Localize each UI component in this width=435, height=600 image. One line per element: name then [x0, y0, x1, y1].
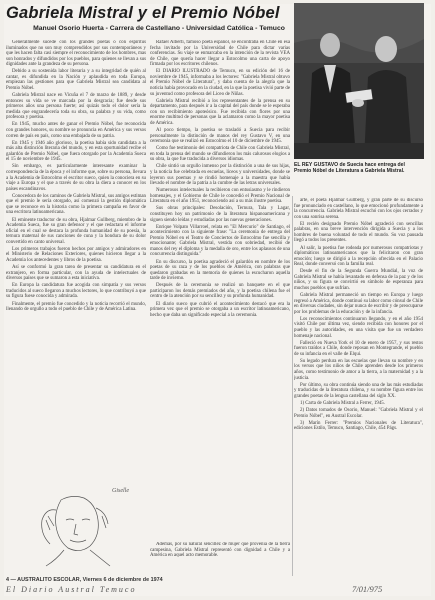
- paragraph: Sus obras principales: Desolación, Ternura, Tala y Lagar, constituyen hoy un patrimonio de la literatura hispanoamericana y siguen siendo leídas y estudiadas por las nuevas generaciones.: [150, 206, 290, 223]
- paragraph: Generalmente sucede con los grandes poetas o con espíritus iluminados que no son muy comprendidos por sus contemporáneos y que les hacen falta casi siempre el reconocimiento de los hombres, mas son honrados y difundidos por los pueblos, para quienes se llevan a sus dignidades ante la grandeza de su persona.: [6, 40, 146, 68]
- paragraph: Gabriela Mistral recibió a los representantes de la prensa en su departamento, para después ir a la capital del país donde se le esperaba con un recibimiento apoteósico. Fue recibida con flores por una enorme multitud de personas que la aclamaron como la mayor poetisa de América.: [150, 98, 290, 126]
- article-byline: Manuel Osorio Huerta - Carrera de Castellano - Universidad Católica - Temuco: [33, 25, 285, 32]
- paragraph: En 1945, mucho antes de ganar el Premio Nóbel, fue reconocida con grandes honores, su nombre se pronuncia en América y sus versos corren de país en país, como una embajada de su patria.: [6, 122, 146, 139]
- paragraph: 2) Datos tomados de Osorio, Manuel: "Gabriela Mistral y el Premio Nóbel", en Austral Escolar.: [294, 408, 423, 419]
- paragraph: El recién designado Premio Nóbel agradeció con sencillas palabras, en una breve intervención dirigida a Suecia y a los hombres de buena voluntad de todo el mundo. Su voz pausada llegó a todos los presentes.: [294, 221, 423, 244]
- column-divider: [292, 196, 293, 576]
- paragraph: Además, por su natural sencillez de mujer que provenía de la tierra campesina, Gabriela Mistral representó con dignidad a Chile y a América en aquel acto memorable.: [150, 542, 290, 559]
- paragraph: En 1945 y 1946 año glorioso, la poetisa había sido candidata a la más alta distinción literaria del mundo, y en esta oportunidad recibe el galardón de Premio Nóbel, que fuera otorgado por la Academia Sueca el 15 de noviembre de 1945.: [6, 140, 146, 163]
- paragraph: Los reconocimientos continuaron llegando, y en el año 1954 visitó Chile por última vez, siendo recibida con honores por el pueblo y las autoridades, en una visita que fue un verdadero homenaje nacional.: [294, 316, 423, 339]
- portrait-sketch: [6, 490, 146, 568]
- archive-stamp: 7/01/975: [352, 584, 383, 594]
- sketch-signature: Giselle: [112, 488, 129, 494]
- paragraph: 3) Marín Ferrer: "Premios Nacionales de Literatura", ediciones Estilo, Temuco, Santiago, Chile, 454 Págs.: [294, 420, 423, 432]
- article-column-1: [6, 40, 146, 540]
- paragraph: Chile sintió un orgullo inmenso por la distinción a una de sus hijas, y la noticia fue celebrada en escuelas, liceos y universidades, donde se leyeron sus poemas y se rindió homenaje a la maestra que había llevado el nombre de la patria a la cumbre de las letras universales.: [150, 164, 290, 187]
- paragraph: El eminente traductor de su obra, Hjalmar Gullberg, miembro de la Academia Sueca, fue su gran defensor y el que redactara el informe oficial en el cual se destaca la profunda humanidad de su poesía, la ternura maternal de sus canciones de cuna y la hondura de su dolor convertido en canto universal.: [6, 217, 146, 245]
- paragraph: Al salir, la poetisa fue rodeada por numerosos compatriotas y diplomáticos latinoamericanos que la felicitaron con gran emoción; luego se dirigió a la recepción ofrecida en el Palacio Real, donde conversó con la familia real.: [294, 245, 423, 268]
- paragraph: Conocedora de los caminos de Gabriela Mistral, sus amigos estiman que el premio le sería otorgado, así comenzó la gestión diplomática que se reconoce en la historia como la primera campaña en favor de una escritora latinoamericana.: [6, 193, 146, 216]
- paragraph: Desde el fin de la Segunda Guerra Mundial, la voz de Gabriela Mistral se había levantado en defensa de la paz y de los niños, y su figura se convirtió en símbolo de esperanza para muchos pueblos que sufrían.: [294, 269, 423, 291]
- paragraph: Rafael Alberti, famoso poeta español, se encontraba en Chile en esa fecha invitado por la Universidad de Chile para dictar varias conferencias. Su viaje se enmarcaba en la intención de la revista VEA de Chile, que quería hacer llegar a Estocolmo una carta de apoyo firmada por los escritores chilenos.: [150, 40, 290, 68]
- paragraph: Sin embargo, es particularmente interesante examinar la correspondencia de la época y el informe que, sobre su persona, llevara a la Academia de Estocolmo el escritor sueco, quien la conociera en su viaje a Europa y el que a través de su obra la diera a conocer en los países escandinavos.: [6, 164, 146, 192]
- paragraph: Debido a su sostenida labor literaria y a su integridad de quién al cantar, es difundida en la Nación y aplaudida en toda Europa, empiezan las gestiones para que Gabriela Mistral sea candidata al Premio Nóbel.: [6, 69, 146, 91]
- paragraph: Falleció en Nueva York el 10 de enero de 1957, y sus restos fueron traídos a Chile, donde reposan en Montegrande, el pueblo de su infancia en el valle de Elqui.: [294, 340, 423, 357]
- article-column-3: [294, 198, 423, 578]
- handwritten-note: El Diario Austral Temuco: [6, 585, 137, 594]
- paragraph: arte, el poeta Hjalmar Gullberg, y gran parte de su discurso fue pronunciado en castellano, lo que emocionó profundamente a la concurrencia. Gabriela Mistral escuchó con los ojos cerrados y con una sonrisa serena.: [294, 198, 423, 220]
- paragraph: El diario sueco que cubrió el acontecimiento destacó que era la primera vez que el premio se otorgaba a un escritor latinoamericano, hecho que daba un significado especial a la ceremonia.: [150, 301, 290, 318]
- photo-caption: EL REY GUSTAVO de Suecia hace entrega del Premio Nóbel de Literatura a Gabriela Mistral.: [294, 162, 405, 174]
- article-column-2: [150, 40, 290, 540]
- paragraph: Gabriela Mistral permaneció un tiempo en Europa y luego regresó a América, donde continuó su labor como cónsul de Chile en diversas ciudades, sin dejar nunca de escribir y de preocuparse por los problemas de la educación y de la infancia.: [294, 293, 423, 315]
- paragraph: Después de la ceremonia se realizó un banquete en el que participaron los demás premiados del año, y la poetisa chilena fue el centro de la atención por su sencillez y su profunda humanidad.: [150, 283, 290, 300]
- publication-footer: 4 — AUSTRALITO ESCOLAR, Viernes 6 de diciembre de 1974: [6, 577, 163, 583]
- paragraph: 1) Carta de Gabriela Mistral a Ferrer, 1945.: [300, 400, 385, 406]
- paragraph: En su discurso, la poetisa agradeció el galardón en nombre de los poetas de su raza y de los pueblos de América, con palabras que quedaron grabadas en la memoria de quienes la escucharon aquella tarde de invierno.: [150, 259, 290, 282]
- paragraph: Así se conformó la gran tarea de presentar su candidatura en el extranjero, en forma particular, con la ayuda de intelectuales de diversos países que se sumaron a esta iniciativa.: [6, 265, 146, 282]
- paragraph: Gabriela Mistral nace en Vicuña el 7 de marzo de 1889, y desde entonces su vida se ve marcada por la desgracia; fue desde sus primeros años una persona fuerte; así quizás todo el dolor sería la medida que engrandecería toda su obra, su palabra y su vida, como profesora y poetisa.: [6, 93, 146, 121]
- article-column-2-end: [150, 542, 290, 578]
- paragraph: Por último, su obra continúa siendo una de las más estudiadas y traducidas de la literatura chilena, y su nombre figura entre los grandes poetas de la lengua castellana del siglo XX.: [294, 382, 423, 399]
- paragraph: Como fue testimonio del compatriota de Chile con Gabriela Mistral, en toda la prensa del mundo se difundieron los más calurosos elogios a su obra, la que fue traducida a diversos idiomas.: [150, 146, 290, 163]
- article-title: Gabriela Mistral y el Premio Nóbel: [6, 4, 280, 22]
- paragraph: Numerosos intelectuales la recibieron con entusiasmo y le rindieron homenajes, y el Gobierno de Chile le concedió el Premio Nacional de Literatura en el año 1951, reconociendo así a su más ilustre poetisa.: [150, 188, 290, 205]
- ceremony-photo: [294, 3, 424, 159]
- paragraph: Su legado perdura en las escuelas que llevan su nombre y en los versos que los niños de Chile aprenden desde los primeros años, como testimonio de amor a la tierra, a la maternidad y a la justicia.: [294, 358, 423, 381]
- paragraph: En Europa la candidatura fue acogida con simpatía y sus versos traducidos al sueco llegaron a muchos lectores, lo que contribuyó a que su figura fuese conocida y admirada.: [6, 283, 146, 300]
- paragraph: Finalmente, el premio fue concedido y la noticia recorrió el mundo, llenando de orgullo a todo el pueblo de Chile y de América Latina.: [6, 301, 146, 313]
- paragraph: Los primeros trabajos fueron hechos por amigos y admiradores en el Ministerio de Relaciones Exteriores, quienes hicieron llegar a la Academia los antecedentes y libros de la poetisa.: [6, 246, 146, 263]
- paragraph: Al poco tiempo, la poetisa se trasladó a Suecia para recibir personalmente la distinción de manos del rey Gustavo V, en una ceremonia que se realizó en Estocolmo el 10 de diciembre de 1945.: [150, 127, 290, 145]
- paragraph: Enrique Volpato Villarroel, relata en "El Mercurio" de Santiago, el acontecimiento con la siguiente frase: "La ceremonia de entrega del Premio Nóbel en el Teatro de Conciertos de Estocolmo fue sencilla y emocionante; Gabriela Mistral, vestida con sobriedad, recibió de manos del rey el diploma y la medalla de oro, entre los aplausos de una concurrencia distinguida.": [150, 224, 290, 258]
- paragraph: El DIARIO ILUSTRADO de Temuco, en su edición del 16 de noviembre de 1945, informaba a los lectores: "Gabriela Mistral obtuvo el Premio Nóbel de Literatura", y daba cuenta de la alegría que la noticia había provocado en la ciudad, en la que la poetisa vivió parte de su juventud como profesora del Liceo de Niñas.: [150, 69, 290, 97]
